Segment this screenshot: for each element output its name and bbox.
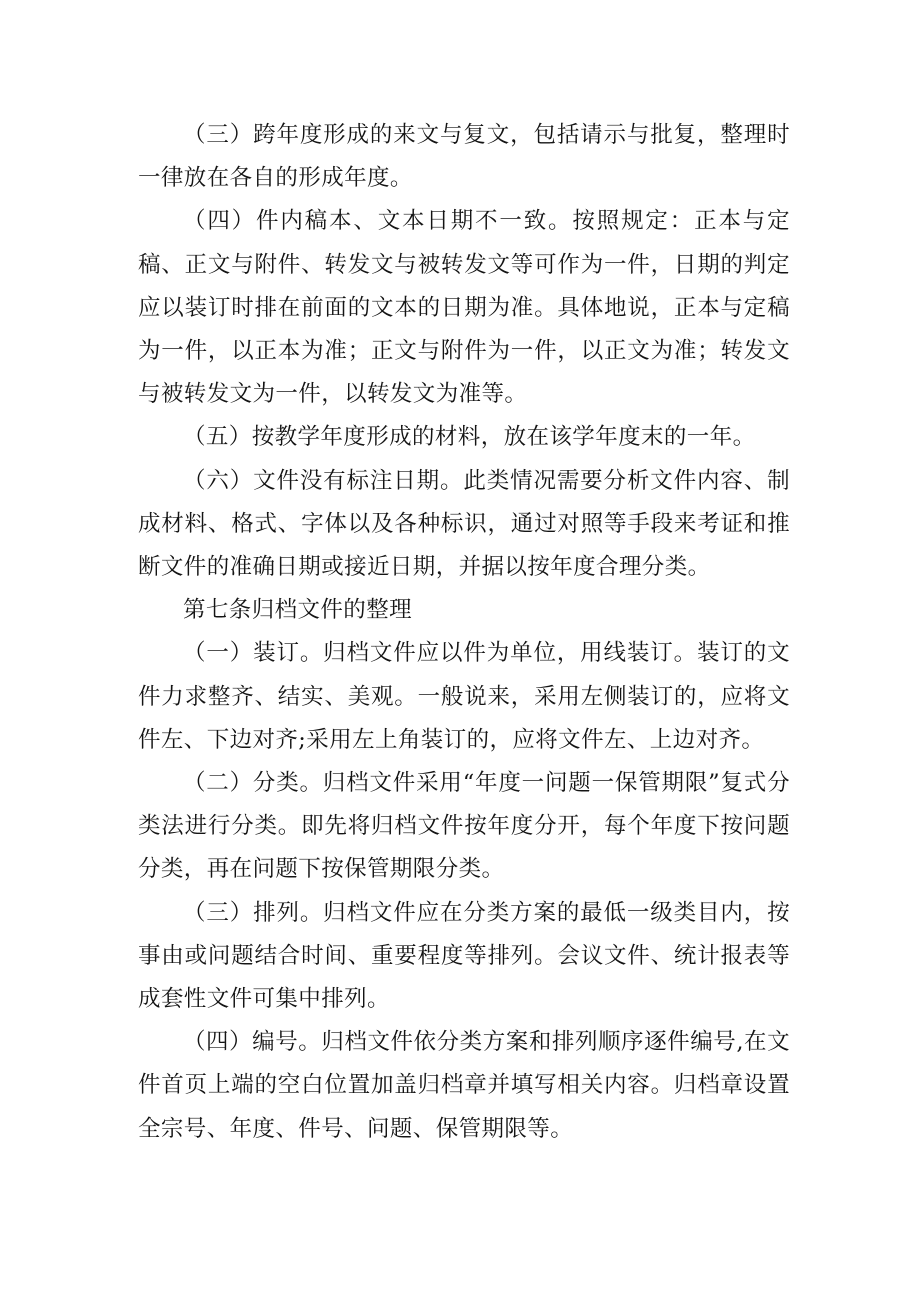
document-body <box>138 114 790 1151</box>
section-heading-article-7: 第七条归档文件的整理 <box>183 597 413 624</box>
paragraph-cross-year: （三）跨年度形成的来文与复文，包括请示与批复，整理时一律放在各自的形成年度。 <box>138 122 790 192</box>
paragraph-numbering: （四）编号。归档文件依分类方案和排列顺序逐件编号,在文件首页上端的空白位置加盖归档章并填写相关内容。归档章设置全宗号、年度、件号、问题、保管期限等。 <box>138 1029 790 1142</box>
paragraph-arrangement: （三）排列。归档文件应在分类方案的最低一级类目内，按事由或问题结合时间、重要程度等排列。会议文件、统计报表等成套性文件可集中排列。 <box>138 899 790 1013</box>
paragraph-teaching-year: （五）按教学年度形成的材料，放在该学年度末的一年。 <box>183 424 756 451</box>
paragraph-binding: （一）装订。归档文件应以件为单位，用线装订。装订的文件力求整齐、结实、美观。一般说来，采用左侧装订的，应将文件左、下边对齐;采用左上角装订的，应将文件左、上边对齐。 <box>138 640 790 753</box>
paragraph-date-mismatch: （四）件内稿本、文本日期不一致。按照规定：正本与定稿、正文与附件、转发文与被转发文等可作为一件，日期的判定应以装订时排在前面的文本的日期为准。具体地说，正本与定稿为一件，以正本为准；正文与附件为一件，以正文为准；转发文与被转发文为一件，以转发文为准等。 <box>138 208 790 408</box>
paragraph-classification: （二）分类。归档文件采用“年度一问题一保管期限”复式分类法进行分类。即先将归档文件按年度分开，每个年度下按问题分类，再在问题下按保管期限分类。 <box>138 770 790 883</box>
paragraph-no-date: （六）文件没有标注日期。此类情况需要分析文件内容、制成材料、格式、字体以及各种标识，通过对照等手段来考证和推断文件的准确日期或接近日期，并据以按年度合理分类。 <box>138 467 790 581</box>
